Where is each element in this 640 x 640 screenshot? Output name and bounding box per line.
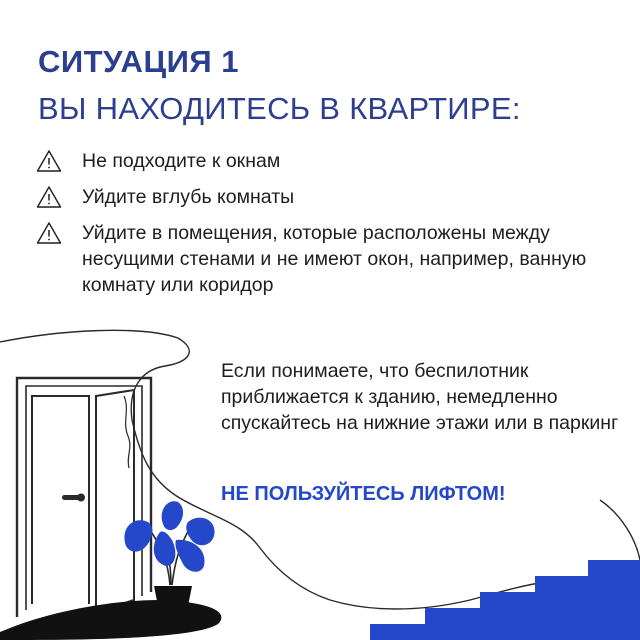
tip-item: [36, 184, 626, 210]
plant-icon: [124, 501, 214, 616]
wavy-outline-right: [600, 500, 640, 560]
stairs-shape: [370, 560, 640, 640]
evacuation-note: Если понимаете, что беспилотник приближается к зданию, немедленно спускайтесь на нижние этажи или в паркинг: [221, 360, 619, 434]
page-title: СИТУАЦИЯ 1: [38, 44, 240, 79]
tip-item: [36, 148, 626, 174]
warning-triangle-icon: [36, 221, 62, 245]
floor-shadow: [0, 600, 221, 640]
tip-item: [36, 220, 626, 298]
page-subtitle: ВЫ НАХОДИТЕСЬ В КВАРТИРЕ:: [38, 91, 521, 126]
tips-list: [36, 148, 626, 308]
tip-text: Не подходите к окнам: [82, 150, 281, 172]
elevator-warning: НЕ ПОЛЬЗУЙТЕСЬ ЛИФТОМ!: [221, 483, 506, 505]
tip-text: Уйдите в помещения, которые расположены между несущими стенами и не имеют окон, например, ванную комнату или коридор: [82, 222, 587, 296]
tip-text: Уйдите вглубь комнаты: [82, 186, 295, 208]
warning-triangle-icon: [36, 185, 62, 209]
warning-triangle-icon: [36, 149, 62, 173]
